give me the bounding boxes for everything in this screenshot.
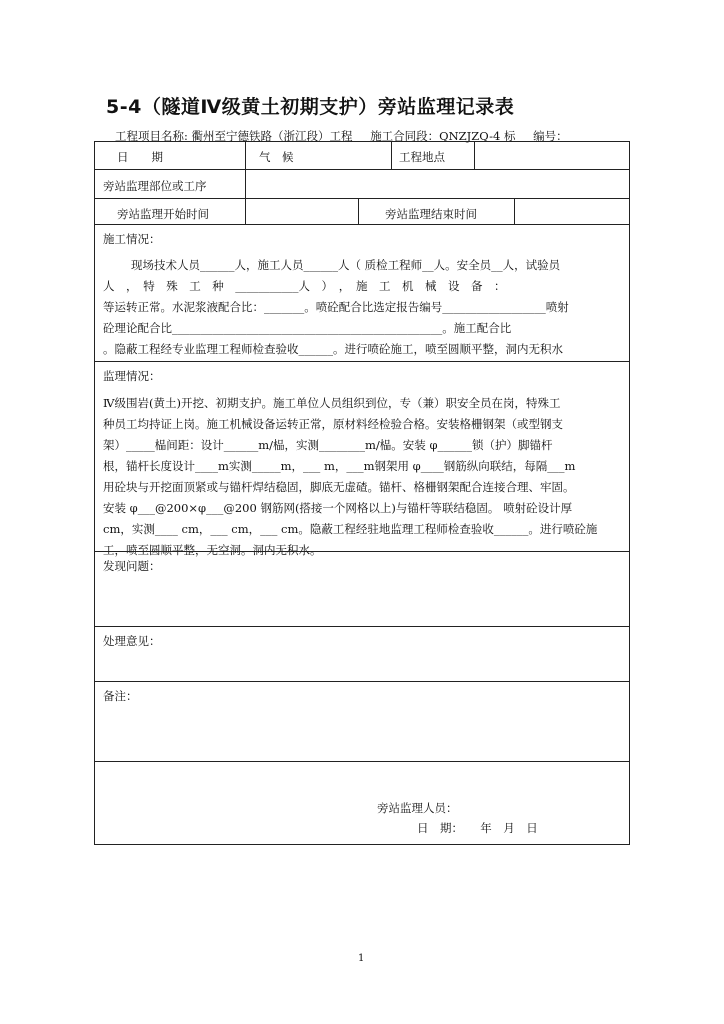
handling-label: 处理意见： <box>103 634 161 648</box>
date-label: 日 期 <box>117 150 163 164</box>
remarks-section <box>94 681 630 762</box>
signature-section <box>94 761 630 845</box>
construction-line: 人 ， 特 殊 工 种 ___________人 ） ， 施 工 机 械 设 备 ： <box>103 279 506 293</box>
end-time-label: 旁站监理结束时间 <box>385 207 477 221</box>
issues-label: 发现问题： <box>103 559 161 573</box>
construction-section <box>94 224 630 362</box>
construction-line: 。隐蔽工程经专业监理工程师检查验收______。进行喷砼施工，喷至圆顺平整，洞内无积水 <box>103 342 563 356</box>
document-title: 5-4（隧道Ⅳ级黄土初期支护）旁站监理记录表 <box>106 96 515 118</box>
supervision-line: 种员工均持证上岗。施工机械设备运转正常，原材料经检验合格。安装格栅钢架（或型钢支 <box>103 417 563 431</box>
row-date-weather-location <box>94 141 630 170</box>
start-time-label: 旁站监理开始时间 <box>117 207 209 221</box>
supervision-line: 用砼块与开挖面顶紧或与锚杆焊结稳固，脚底无虚碴。锚杆、格栅钢架配合连接合理、牢固。 <box>103 480 575 494</box>
construction-label: 施工情况： <box>103 232 161 246</box>
location-label: 工程地点 <box>399 150 445 164</box>
row-supervision-part <box>94 169 630 199</box>
construction-line: 现场技术人员______人，施工人员______人（ 质检工程师__人。安全员__人，试验员 <box>131 258 561 272</box>
supervision-line: 工，喷至圆顺平整，无空洞。洞内无积水。 <box>103 543 322 557</box>
supervision-paragraph <box>103 393 621 561</box>
supervisor-signature-label: 旁站监理人员： <box>377 801 458 815</box>
supervision-label: 监理情况： <box>103 369 161 383</box>
contract-section: 施工合同段：QNZJZQ-4 标 <box>370 129 516 143</box>
handling-section <box>94 626 630 682</box>
signature-date-label: 日 期： 年 月 日 <box>417 821 538 835</box>
weather-label: 气 候 <box>259 150 294 164</box>
construction-line: 砼理论配合比_______________________________________________。施工配合比 <box>103 321 512 335</box>
record-number-label: 编号： <box>533 129 568 143</box>
supervision-part-label: 旁站监理部位或工序 <box>103 179 207 193</box>
supervision-line: 安装 φ___@200×φ___@200 钢筋网(搭接一个网格以上)与锚杆等联结稳固。 喷射砼设计厚 <box>103 501 573 515</box>
supervision-line: cm，实测____ cm，___ cm，___ cm。隐蔽工程经驻地监理工程师检查验收______。进行喷砼施 <box>103 522 598 536</box>
supervision-line: 根，锚杆长度设计____m实测_____m，___ m，___m钢架用 φ____钢筋纵向联结，每隔___m <box>103 459 576 473</box>
supervision-line: 架）_____榀间距：设计______m/榀，实测________m/榀。安装 φ______锁（护）脚锚杆 <box>103 438 553 452</box>
remarks-label: 备注： <box>103 689 138 703</box>
issues-section <box>94 551 630 627</box>
project-name: 工程项目名称: 衢州至宁德铁路（浙江段）工程 <box>115 129 353 143</box>
construction-paragraph <box>103 255 621 360</box>
supervision-section <box>94 361 630 557</box>
page-number: 1 <box>358 953 365 964</box>
row-start-end-time <box>94 198 630 225</box>
construction-line: 等运转正常。水泥浆液配合比：_______。喷砼配合比选定报告编号__________________喷射 <box>103 300 569 314</box>
supervision-line: Ⅳ级围岩(黄土)开挖、初期支护。施工单位人员组织到位，专（兼）职安全员在岗，特殊工 <box>103 396 561 410</box>
